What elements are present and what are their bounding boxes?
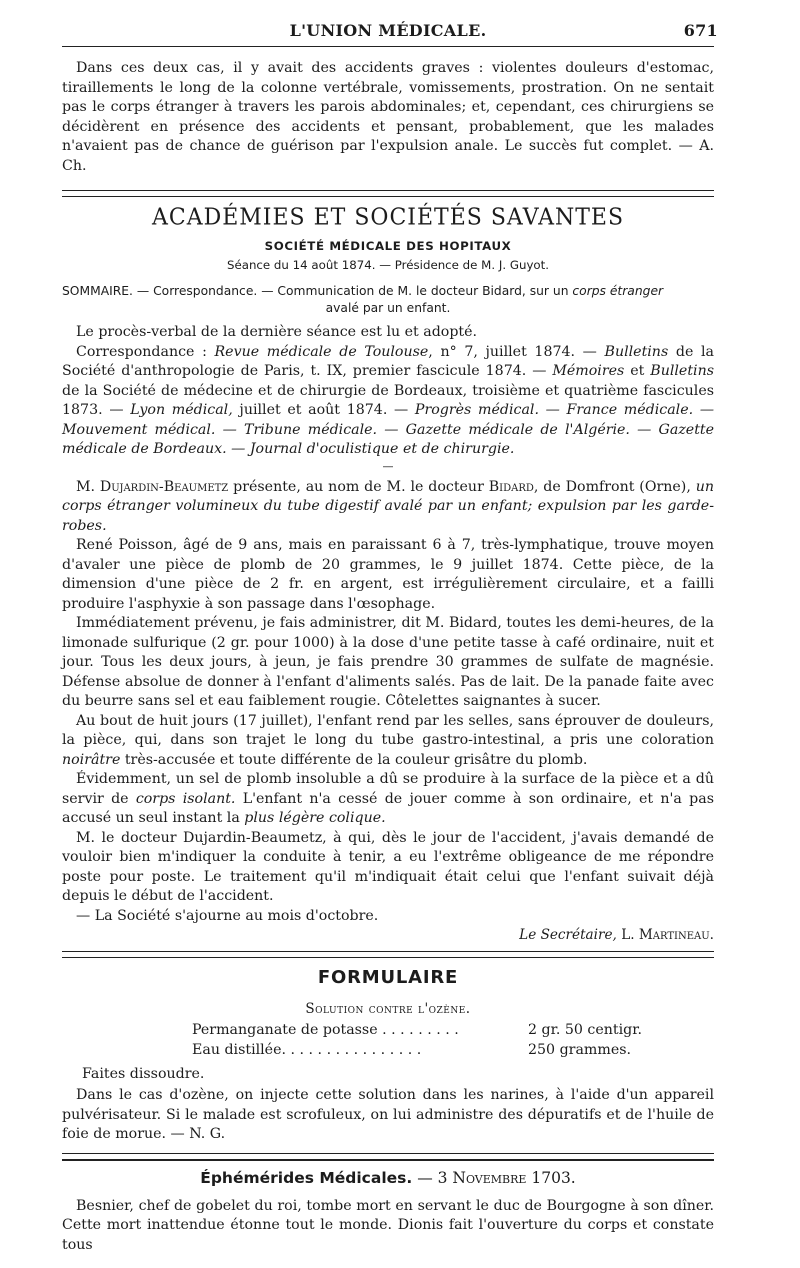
text-run: Lyon médical,: [130, 402, 233, 418]
doctor-paragraph: M. le docteur Dujardin-Beaumetz, à qui, dès le jour de l'accident, j'avais demandé de vouloir bien m'indiquer la conduite à tenir, a eu l'extrême obligeance de me répondre poste pour poste. Le traitement qu'il m'indiquait était celui que l'enfant suivait déjà depuis le début de l'accident.: [62, 829, 714, 904]
text-run: plus légère colique.: [244, 810, 386, 826]
proces-verbal: Le procès-verbal de la dernière séance est lu et adopté.: [76, 324, 478, 340]
text-run: Bidard: [488, 478, 534, 495]
text-run: Revue médicale de Toulouse: [214, 343, 429, 360]
text-run: de la Société d'anthropologie de Paris, t. IX, premier fascicule 1874. —: [62, 343, 715, 379]
signature-name: L. Martineau.: [621, 927, 714, 943]
formula-ingredient-row: [62, 1020, 714, 1040]
text-run: et: [624, 363, 651, 379]
text-run: Bulletins: [604, 343, 669, 360]
text-run: Dujardin-Beaumetz: [99, 478, 229, 495]
text-run: , n° 7, juillet 1874. —: [428, 343, 605, 360]
signature: [62, 926, 714, 945]
lead-salt-paragraph: [62, 770, 714, 829]
intro-paragraph: Dans ces deux cas, il y avait des accidents graves : violentes douleurs d'estomac, tiraillements le long de la colonne vertébrale, vomissements, prostration. On ne sentait pas le corps étranger à travers les parois abdominales; et, cependant, ces chirurgiens se décidèrent en présence des accidents et pensant, probablement, que les malades n'avaient pas de chance de guérison par l'expulsion anale. Le succès fut complet. — A. Ch.: [62, 60, 714, 174]
ingredient-name: Eau distillée. . . . . . . . . . . . . . . .: [192, 1042, 422, 1058]
text-run: , de Domfront (Orne),: [533, 478, 696, 495]
section-title: ACADÉMIES ET SOCIÉTÉS SAVANTES: [151, 204, 625, 231]
adjourn-line: — La Société s'ajourne au mois d'octobre.: [76, 907, 379, 924]
formula-instruction: Faites dissoudre.: [82, 1066, 205, 1082]
text-run: Progrès médical. — France médicale. — Mouvement médical. — Tribune médicale. — Gazette médicale de l'Algérie. — Gazette médicale de Bordeaux. — Journal d'oculistique et de chirurgie.: [62, 402, 715, 457]
ephemerides-text: Besnier, chef de gobelet du roi, tombe mort en servant le duc de Bourgogne à son dîner. Cette mort inattendue étonne tout le monde. Dionis fait l'ouverture du corps et constate tous: [62, 1197, 714, 1253]
summary-label: SOMMAIRE.: [62, 284, 133, 298]
ephemerides-date: — 3 Novembre 1703.: [417, 1168, 576, 1187]
text-run: noirâtre: [62, 751, 121, 768]
text-run: un corps étranger volumineux du tube digestif avalé par un enfant; expulsion par les garde-robes.: [62, 478, 714, 534]
text-run: corps isolant.: [135, 790, 236, 807]
formula-heading: Solution contre l'ozène.: [305, 1001, 471, 1017]
text-run: L'enfant n'a cessé de jouer comme à son ordinaire, et n'a pas accusé un seul instant la: [62, 790, 714, 826]
summary-italic: corps étranger: [572, 284, 664, 298]
text-run: présente, au nom de M. le docteur: [228, 478, 489, 495]
expulsion-paragraph: [62, 712, 714, 771]
formula-text: Dans le cas d'ozène, on injecte cette solution dans les narines, à l'aide d'un appareil pulvérisateur. Si le malade est scrofuleux, on lui administre des dépuratifs et de l'huile de foie de morue. — N. G.: [62, 1087, 714, 1142]
journal-title: L'UNION MÉDICALE.: [289, 21, 487, 40]
page-number: 671: [683, 21, 718, 40]
rene-paragraph: René Poisson, âgé de 9 ans, mais en paraissant 6 à 7, très-lymphatique, trouve moyen d'avaler une pièce de plomb de 20 grammes, le 9 juillet 1874. Cette pièce, de la dimension d'une pièce de 2 fr. en argent, est irrégulièrement circulaire, et a failli produire l'asphyxie à son passage dans l'œsophage.: [62, 537, 714, 612]
correspondance-paragraph: [62, 343, 714, 460]
summary: [62, 283, 714, 317]
summary-continuation: avalé par un enfant.: [325, 301, 451, 315]
ephemerides-divider: [62, 1153, 714, 1161]
text-run: Au bout de huit jours (17 juillet), l'enfant rend par les selles, sans éprouver de douleurs, la pièce, qui, dans son trajet le long du tube gastro-intestinal, a pris une coloration: [62, 712, 714, 748]
ingredient-quantity: 250 grammes.: [528, 1042, 632, 1058]
header-rule: [62, 46, 714, 47]
text-run: Bulletins: [650, 363, 714, 379]
session-line: Séance du 14 août 1874. — Présidence de M. J. Guyot.: [226, 258, 550, 272]
text-run: de la Société de médecine et de chirurgie de Bordeaux, troisième et quatrième fascicules 1873. —: [62, 382, 714, 418]
section-divider: [62, 190, 714, 197]
ephemerides-title: Éphémérides Médicales.: [200, 1168, 413, 1187]
treatment-paragraph: Immédiatement prévenu, je fais administrer, dit M. Bidard, toutes les demi-heures, de la limonade sulfurique (2 gr. pour 1000) à la dose d'une petite tasse à café ordinaire, nuit et jour. Tous les deux jours, à jeun, je fais prendre 30 grammes de sulfate de magnésie. Défense absolue de donner à l'enfant d'aliments salés. Pas de lait. De la panade faite avec du beurre sans sel et eau faiblement rougie. Côtelettes saignantes à sucer.: [62, 615, 714, 709]
summary-text: — Correspondance. — Communication de M. le docteur Bidard, sur un: [136, 284, 569, 298]
dujardin-paragraph: [62, 478, 714, 537]
formula-ingredient-row: [62, 1040, 714, 1060]
formulaire-title: FORMULAIRE: [317, 967, 459, 988]
text-run: très-accusée et toute différente de la couleur grisâtre du plomb.: [120, 751, 588, 768]
ephemerides-heading: [62, 1167, 714, 1189]
ingredient-quantity: 2 gr. 50 centigr.: [528, 1022, 642, 1038]
running-head: [62, 18, 718, 44]
text-run: juillet et août 1874. —: [232, 402, 415, 418]
text-run: Évidemment, un sel de plomb insoluble a dû se produire à la surface de la pièce et a dû servir de: [62, 771, 714, 807]
ingredient-name: Permanganate de potasse . . . . . . . . .: [192, 1022, 459, 1038]
society-name: SOCIÉTÉ MÉDICALE DES HOPITAUX: [264, 239, 512, 253]
signature-role: Le Secrétaire,: [519, 927, 617, 943]
formulaire-divider: [62, 951, 714, 958]
separator-mark: —: [382, 459, 394, 473]
text-run: Mémoires: [552, 363, 625, 379]
text-run: M.: [76, 478, 100, 495]
text-run: Correspondance :: [76, 343, 215, 360]
